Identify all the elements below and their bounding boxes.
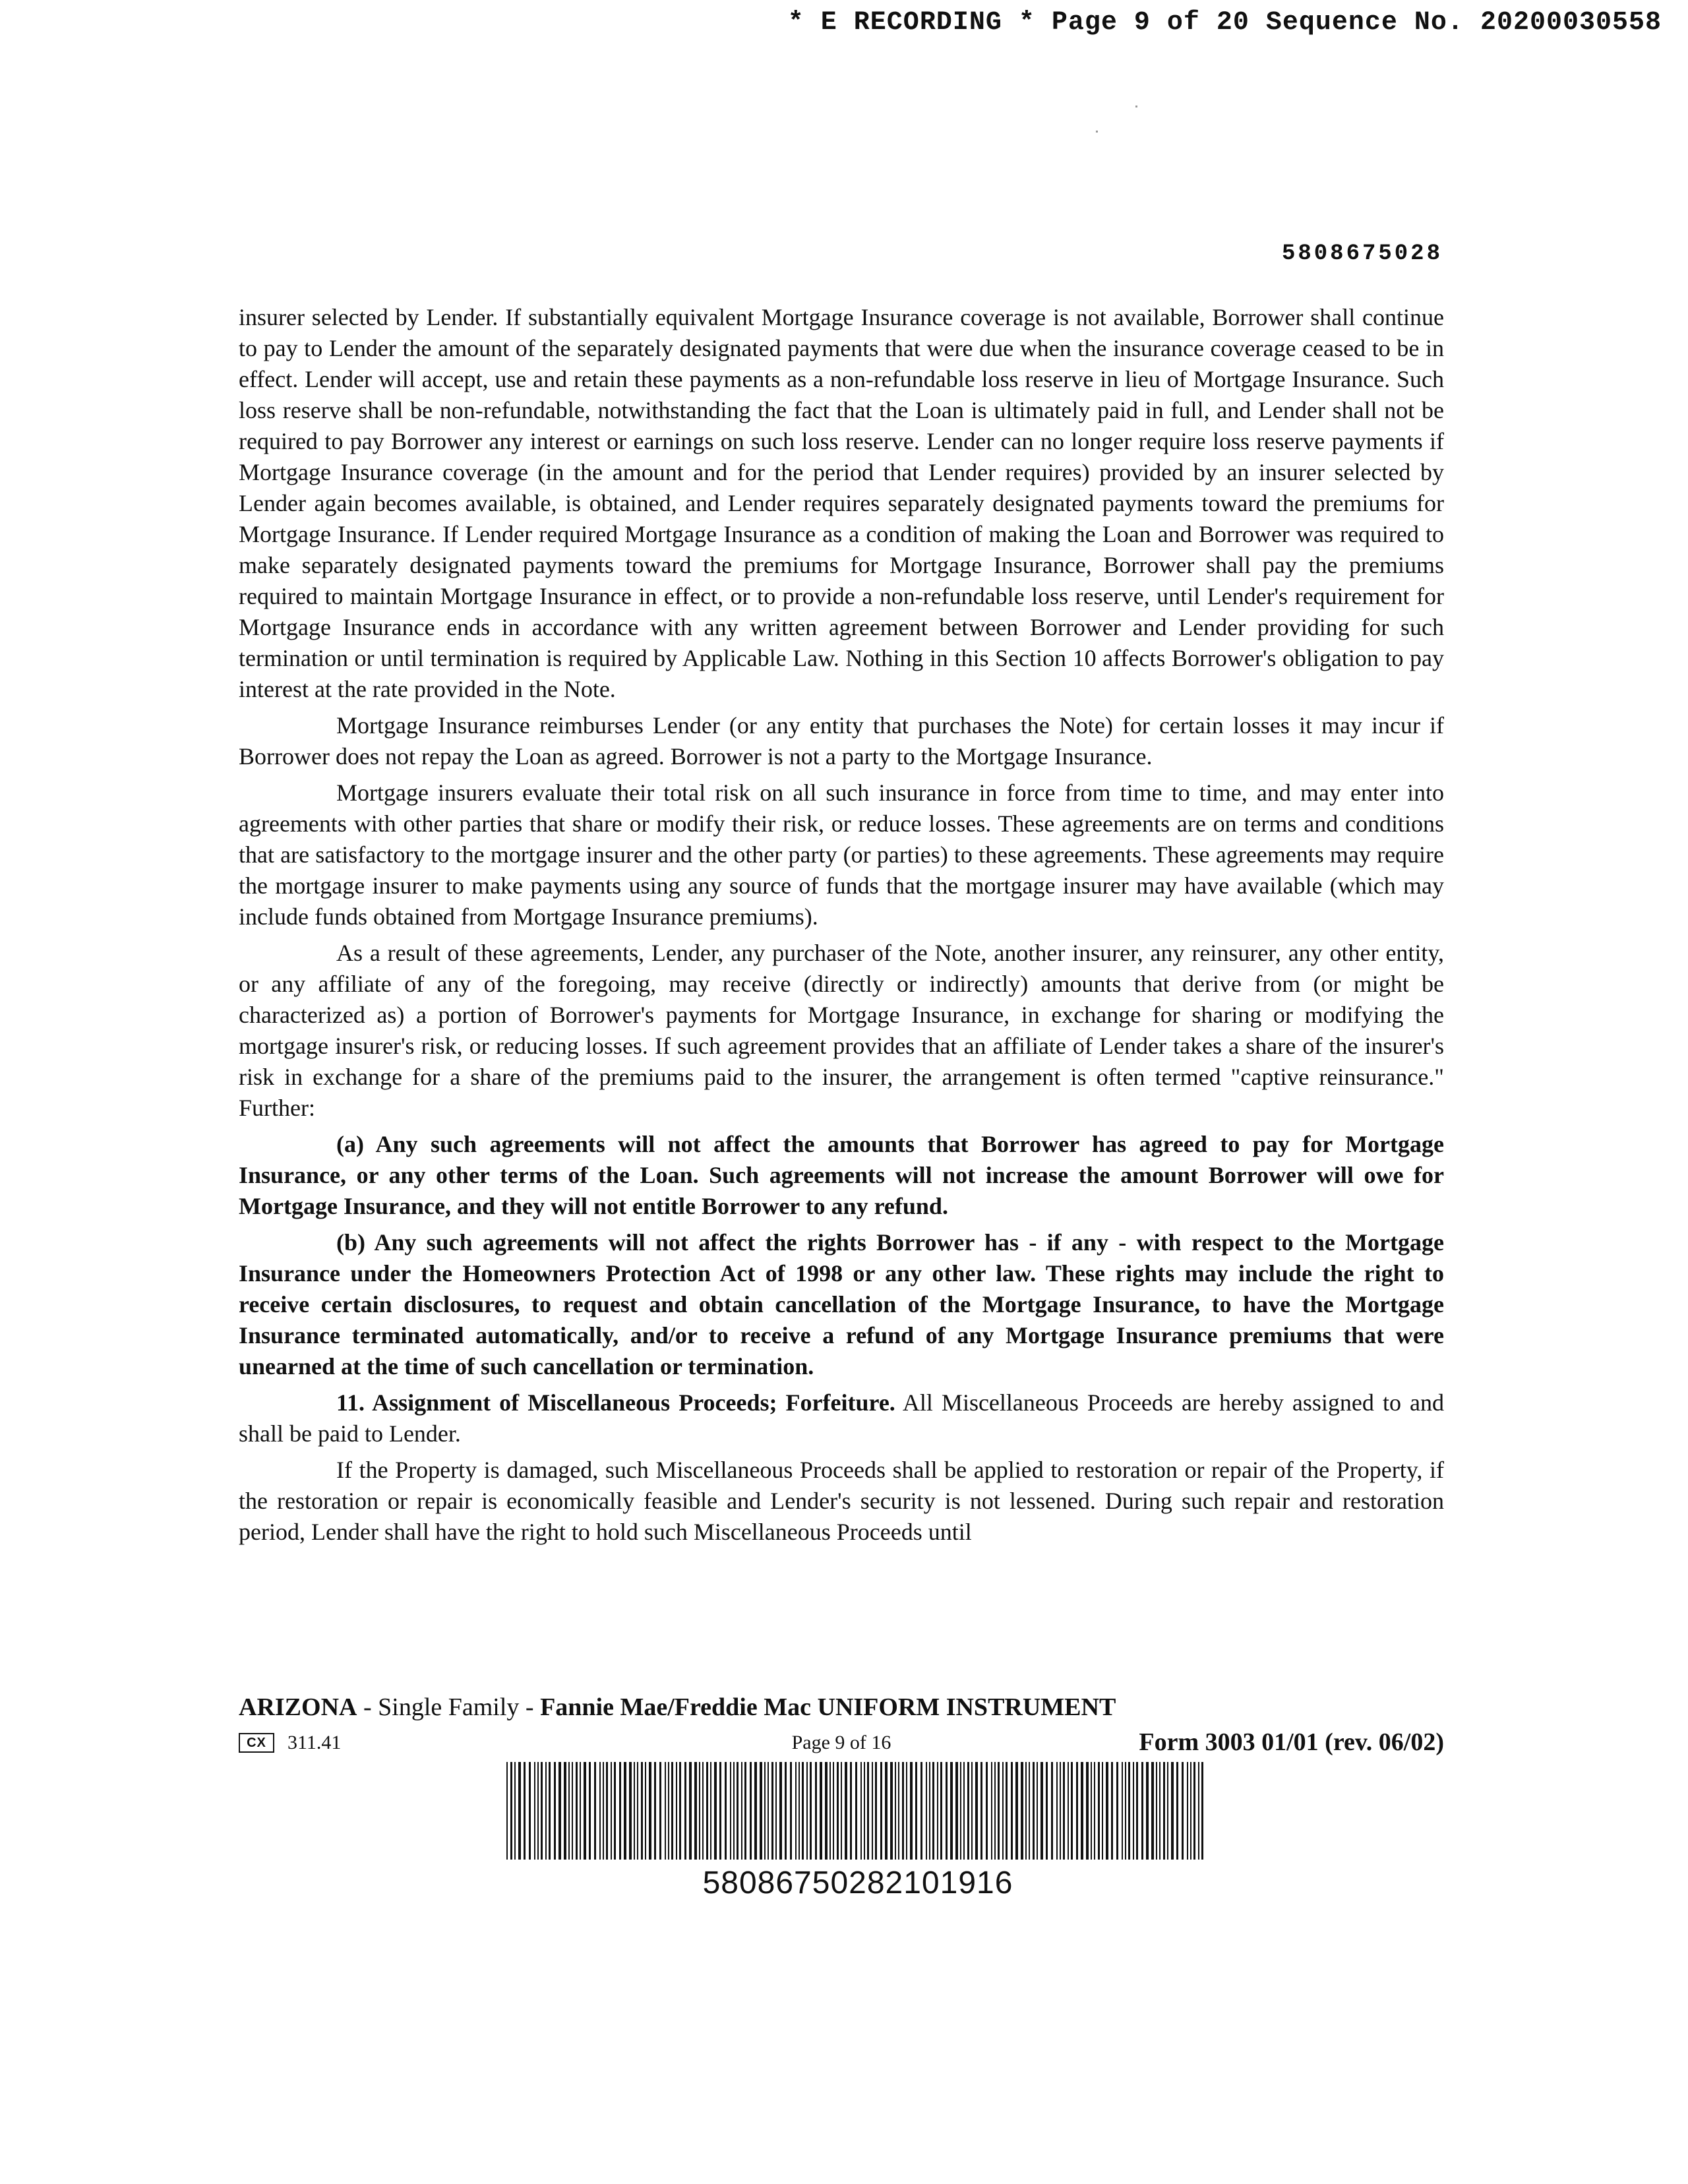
barcode-bar [980, 1762, 982, 1860]
barcode-bar [806, 1762, 808, 1860]
barcode-bar [932, 1762, 934, 1860]
barcode-bar [1187, 1762, 1188, 1860]
barcode-bar [1051, 1762, 1053, 1860]
barcode-bar [694, 1762, 697, 1860]
barcode-bar [1125, 1762, 1126, 1860]
barcode-bar [594, 1762, 596, 1860]
barcode-bar [950, 1762, 953, 1860]
barcode-bar [603, 1762, 604, 1860]
barcode-bar [785, 1762, 787, 1860]
barcode-bar [671, 1762, 673, 1860]
barcode-bar [779, 1762, 782, 1860]
barcode-bar [906, 1762, 907, 1860]
barcode-bar [744, 1762, 746, 1860]
barcode-bar [820, 1762, 822, 1860]
barcode-bar [558, 1762, 561, 1860]
barcode-bar [920, 1762, 922, 1860]
barcode-bar [1171, 1762, 1174, 1860]
footer-state: ARIZONA [239, 1693, 357, 1721]
footer-row [239, 1728, 1444, 1761]
barcode-bar [689, 1762, 692, 1860]
barcode-bar [1163, 1762, 1165, 1860]
barcode-bar [1029, 1762, 1030, 1860]
barcode-bar [576, 1762, 578, 1860]
barcode-bar [1015, 1762, 1018, 1860]
barcode-bar [629, 1762, 632, 1860]
barcode-bar [654, 1762, 656, 1860]
barcode-bar [665, 1762, 666, 1860]
barcode-bar [710, 1762, 711, 1860]
barcode-bar [760, 1762, 762, 1860]
barcode-bar [1133, 1762, 1134, 1860]
barcode-bar [998, 1762, 1000, 1860]
barcode-bar [545, 1762, 547, 1860]
barcode-bar [719, 1762, 721, 1860]
footer-instrument: Fannie Mae/Freddie Mac UNIFORM INSTRUMENT [540, 1693, 1116, 1721]
barcode-bar [994, 1762, 996, 1860]
barcode-bar [541, 1762, 543, 1860]
barcode-bar [584, 1762, 586, 1860]
barcode-bar [641, 1762, 643, 1860]
barcode-bar [1198, 1762, 1199, 1860]
barcode-bar [1091, 1762, 1092, 1860]
scan-speck [1096, 131, 1098, 133]
barcode-bar [1025, 1762, 1027, 1860]
document-number: 5808675028 [1281, 241, 1443, 266]
paragraph-result-of-agreements: As a result of these agreements, Lender, any purchaser of the Note, another insurer, any reinsurer, any other entity, or any affiliate of any of the foregoing, may receive (directly or indirectly) amounts that derive from (or might be characterized as) a portion of Borrower's payments for Mortgage Insurance, in exchange for sharing or modifying the mortgage insurer's risk, or reducing losses. If such agreement provides that an affiliate of Lender takes a share of the insurer's risk in exchange for a share of the premiums paid to the insurer, the arrangement is often termed "captive reinsurance." Further: [239, 940, 1444, 1121]
barcode-bar [518, 1762, 521, 1860]
barcode-bar [706, 1762, 708, 1860]
paragraph-mortgage-insurance-reimburses: Mortgage Insurance reimburses Lender (or any entity that purchases the Note) for certain losses it may incur if Borrower does not repay the Loan as agreed. Borrower is not a party to the Mortgage Insurance. [239, 712, 1444, 770]
barcode-bar [1094, 1762, 1095, 1860]
barcode-bar [864, 1762, 865, 1860]
barcode-bar [971, 1762, 973, 1860]
barcode-bar [926, 1762, 927, 1860]
page-indicator: Page 9 of 16 [791, 1732, 891, 1753]
barcode-bar [754, 1762, 757, 1860]
barcode-bar [730, 1762, 731, 1860]
barcode-bar [833, 1762, 834, 1860]
barcode-bar [564, 1762, 566, 1860]
paragraph-section-11 [239, 1387, 1444, 1449]
barcode-bar [1201, 1762, 1203, 1860]
barcode-bar [855, 1762, 857, 1860]
barcode-bar [929, 1762, 930, 1860]
barcode-bar [915, 1762, 917, 1860]
barcode-bar [737, 1762, 738, 1860]
barcode-bar [1098, 1762, 1100, 1860]
barcode-bar [733, 1762, 735, 1860]
barcode-bar [885, 1762, 888, 1860]
barcode-bar [514, 1762, 516, 1860]
footer-title [239, 1693, 1444, 1722]
barcode-bar [1193, 1762, 1195, 1860]
barcode-bar [1167, 1762, 1168, 1860]
barcode-bar [1141, 1762, 1143, 1860]
barcode-bar [841, 1762, 842, 1860]
barcode-bar [1182, 1762, 1184, 1860]
barcode-bar [1056, 1762, 1058, 1860]
barcode-bar [637, 1762, 638, 1860]
barcode-bar [1156, 1762, 1157, 1860]
barcode-bar [1063, 1762, 1065, 1860]
barcode-bar [946, 1762, 948, 1860]
barcode-bar [549, 1762, 551, 1860]
barcode-bar [619, 1762, 621, 1860]
barcode-bar [1081, 1762, 1083, 1860]
barcode-bar [1146, 1762, 1149, 1860]
barcode-bar [506, 1762, 508, 1860]
barcode-bar [1102, 1762, 1103, 1860]
section-11-heading: 11. Assignment of Miscellaneous Proceeds; Forfeiture. [336, 1389, 895, 1416]
barcode-bar [895, 1762, 896, 1860]
barcode-bar [699, 1762, 700, 1860]
barcode-bar [1060, 1762, 1061, 1860]
barcode-bar [1011, 1762, 1013, 1860]
barcode-bar [580, 1762, 581, 1860]
barcode-bar [634, 1762, 635, 1860]
barcode-bar [611, 1762, 612, 1860]
barcode-bar [898, 1762, 899, 1860]
barcode-bar [1006, 1762, 1008, 1860]
barcode-bar [1176, 1762, 1178, 1860]
recording-header: * E RECORDING * Page 9 of 20 Sequence No. 20200030558 [787, 8, 1662, 38]
scan-speck [1135, 106, 1137, 107]
barcode-bar [829, 1762, 831, 1860]
barcode-bar [614, 1762, 616, 1860]
barcode-bar [659, 1762, 661, 1860]
document-body [239, 302, 1444, 1553]
barcode-bar [1037, 1762, 1038, 1860]
barcode-bar [1116, 1762, 1118, 1860]
barcode-bar [1111, 1762, 1113, 1860]
barcode-bar [668, 1762, 669, 1860]
form-code-number: 311.41 [287, 1732, 342, 1753]
section-11-text: All Miscellaneous Proceeds are hereby assigned to and shall be paid to Lender. [239, 1389, 1444, 1447]
barcode-bar [955, 1762, 958, 1860]
barcode-bar [537, 1762, 539, 1860]
barcode-bar [1033, 1762, 1035, 1860]
barcode-bar [860, 1762, 862, 1860]
barcode-bar [975, 1762, 978, 1860]
barcode-bar [599, 1762, 601, 1860]
barcode-bar [529, 1762, 531, 1860]
barcode-bar [775, 1762, 777, 1860]
barcode-bar [771, 1762, 773, 1860]
barcode-bar [1159, 1762, 1160, 1860]
barcode-bar [1021, 1762, 1023, 1860]
barcode-bar [534, 1762, 535, 1860]
barcode-bar [799, 1762, 800, 1860]
barcode-bar [1040, 1762, 1043, 1860]
barcode-bar [1086, 1762, 1089, 1860]
barcode-bar [750, 1762, 752, 1860]
barcode-bar [1151, 1762, 1154, 1860]
barcode-bar [606, 1762, 608, 1860]
paragraph-clause-a: (a) Any such agreements will not affect the amounts that Borrower has agreed to pay for Mortgage Insurance, or any other terms of the Loan. Such agreements will not increase the amount Borrower will owe for Mortgage Insurance, and they will not entitle Borrower to any refund. [239, 1131, 1444, 1219]
barcode-bar [1068, 1762, 1069, 1860]
barcode-bar [940, 1762, 942, 1860]
barcode-bar [649, 1762, 651, 1860]
barcode-bar [1046, 1762, 1048, 1860]
barcode-bar [1128, 1762, 1130, 1860]
barcode-bar [624, 1762, 626, 1860]
barcode-bar [902, 1762, 904, 1860]
paragraph-section-10-continued: insurer selected by Lender. If substantially equivalent Mortgage Insurance coverage is not available, Borrower shall continue to pay to Lender the amount of the separately designated payments that were due when the insurance coverage ceased to be in effect. Lender will accept, use and retain these payments as a non-refundable loss reserve in lieu of Mortgage Insurance. Such loss reserve shall be non-refundable, notwithstanding the fact that the Loan is ultimately paid in full, and Lender shall not be required to pay Borrower any interest or earnings on such loss reserve. Lender can no longer require loss reserve payments if Mortgage Insurance coverage (in the amount and for the period that Lender requires) provided by an insurer selected by Lender again becomes available, is obtained, and Lender requires separately designated payments toward the premiums for Mortgage Insurance. If Lender required Mortgage Insurance as a condition of making the Loan and Borrower was required to make separately designated payments toward the premiums for Mortgage Insurance, Borrower shall pay the premiums required to maintain Mortgage Insurance in effect, or to provide a non-refundable loss reserve, until Lender's requirement for Mortgage Insurance ends in accordance with any written agreement between Borrower and Lender providing for such termination or until termination is required by Applicable Law. Nothing in this Section 10 affects Borrower's obligation to pay interest at the rate provided in the Note. [239, 304, 1444, 702]
barcode-bar [880, 1762, 882, 1860]
barcode-bar [845, 1762, 847, 1860]
barcode-bar [967, 1762, 969, 1860]
barcode-bar [815, 1762, 817, 1860]
footer-separator: - Single Family - [357, 1693, 541, 1721]
barcode-bar [676, 1762, 677, 1860]
barcode-bar [850, 1762, 852, 1860]
barcode-bar [991, 1762, 992, 1860]
paragraph-property-damaged: If the Property is damaged, such Miscellaneous Proceeds shall be applied to restoration or repair of the Property, if the restoration or repair is economically feasible and Lender's security is not lessened. During such repair and restoration period, Lender shall have the right to hold such Miscellaneous Proceeds until [239, 1457, 1444, 1545]
barcode-bar [802, 1762, 804, 1860]
barcode-bar [1190, 1762, 1191, 1860]
barcode-bar [679, 1762, 681, 1860]
barcode-bar [1122, 1762, 1123, 1860]
barcode-bar [963, 1762, 965, 1860]
paragraph-mortgage-insurers-evaluate: Mortgage insurers evaluate their total risk on all such insurance in force from time to time, and may enter into agreements with other parties that share or modify their risk, or reduce losses. These agreements are on terms and conditions that are satisfactory to the mortgage insurer and the other party (or parties) to these agreements. These agreements may require the mortgage insurer to make payments using any source of funds that the mortgage insurer may have available (which may include funds obtained from Mortgage Insurance premiums). [239, 779, 1444, 930]
barcode-bar [764, 1762, 766, 1860]
barcode-bar [810, 1762, 812, 1860]
barcode-bar [910, 1762, 913, 1860]
barcode-bar [589, 1762, 591, 1860]
cx-logo-icon: CX [239, 1733, 274, 1753]
barcode-bar [890, 1762, 893, 1860]
barcode [505, 1762, 1211, 1860]
barcode-bar [684, 1762, 686, 1860]
barcode-bar [1076, 1762, 1078, 1860]
barcode-bar [1071, 1762, 1073, 1860]
barcode-bar [572, 1762, 573, 1860]
barcode-bar [554, 1762, 556, 1860]
barcode-bar [741, 1762, 742, 1860]
barcode-bar [825, 1762, 828, 1860]
barcode-bar [837, 1762, 839, 1860]
barcode-bar [937, 1762, 938, 1860]
barcode-bar [645, 1762, 646, 1860]
barcode-bar [714, 1762, 717, 1860]
barcode-bar [1002, 1762, 1004, 1860]
barcode-bar [872, 1762, 873, 1860]
barcode-bar [725, 1762, 727, 1860]
barcode-bar [702, 1762, 704, 1860]
barcode-bar [768, 1762, 769, 1860]
barcode-bar [867, 1762, 869, 1860]
barcode-bar [790, 1762, 792, 1860]
barcode-bar [1136, 1762, 1138, 1860]
barcode-bar [875, 1762, 877, 1860]
barcode-bar [986, 1762, 988, 1860]
barcode-bar [795, 1762, 797, 1860]
barcode-bar [510, 1762, 512, 1860]
barcode-bar [1106, 1762, 1108, 1860]
paragraph-clause-b: (b) Any such agreements will not affect the rights Borrower has - if any - with respect to the Mortgage Insurance under the Homeowners Protection Act of 1998 or any other law. These rights may include the right to receive certain disclosures, to request and obtain cancellation of the Mortgage Insurance, to have the Mortgage Insurance terminated automatically, and/or to receive a refund of any Mortgage Insurance premiums that were unearned at the time of such cancellation or termination. [239, 1229, 1444, 1380]
barcode-bar [524, 1762, 526, 1860]
barcode-number: 58086750282101916 [702, 1866, 1013, 1900]
barcode-bar [568, 1762, 570, 1860]
barcode-bar [960, 1762, 961, 1860]
form-number: Form 3003 01/01 (rev. 06/02) [1139, 1728, 1444, 1756]
